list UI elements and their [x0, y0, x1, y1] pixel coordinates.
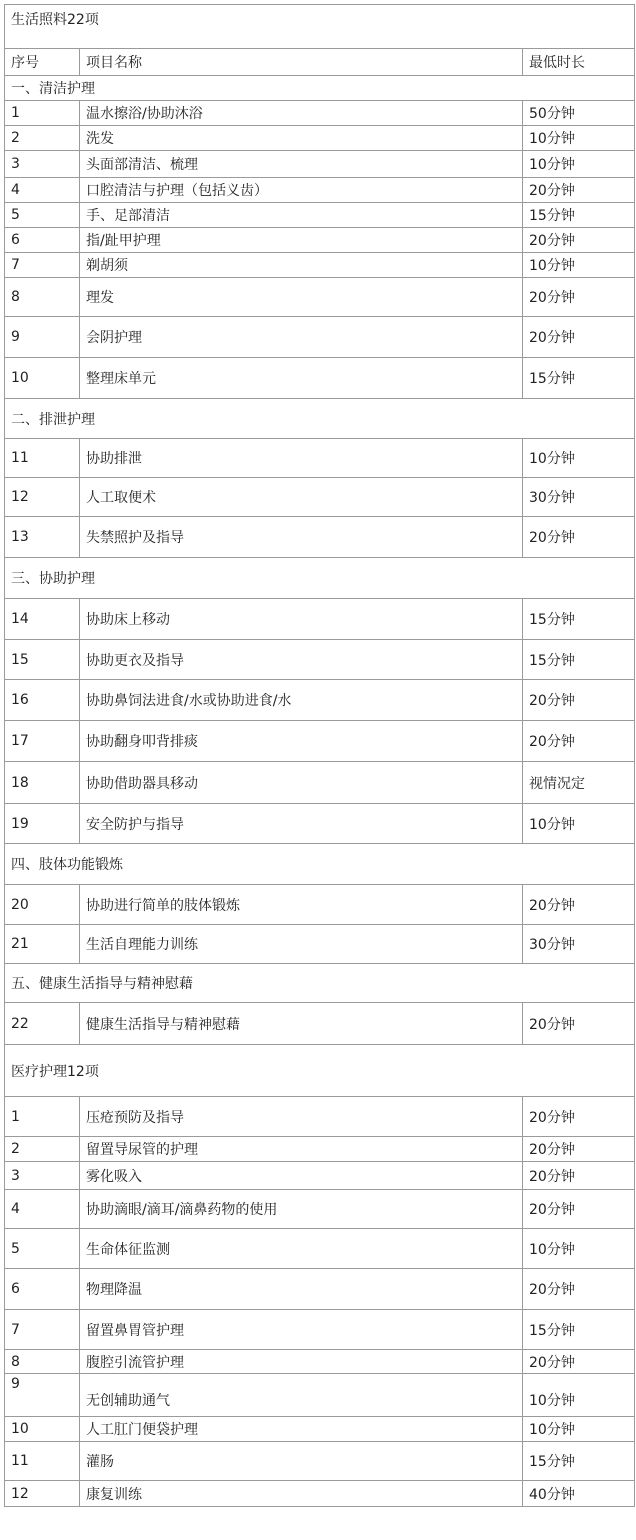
item-number: 7	[5, 1310, 80, 1350]
table-row	[5, 178, 635, 203]
table-row	[5, 101, 635, 126]
table-row	[5, 151, 635, 178]
table-row	[5, 1003, 635, 1045]
item-duration: 20分钟	[523, 680, 635, 721]
item-name: 整理床单元	[80, 358, 523, 399]
item-name: 灌肠	[80, 1442, 523, 1481]
item-duration: 30分钟	[523, 478, 635, 517]
item-duration: 20分钟	[523, 517, 635, 558]
item-number: 12	[5, 478, 80, 517]
item-name: 协助借助器具移动	[80, 762, 523, 804]
item-name: 物理降温	[80, 1269, 523, 1310]
table-row	[5, 317, 635, 358]
table-row	[5, 1374, 635, 1417]
group-header-row	[5, 76, 635, 101]
header-duration: 最低时长	[523, 49, 635, 76]
item-duration: 10分钟	[523, 1417, 635, 1442]
header-name: 项目名称	[80, 49, 523, 76]
item-name: 剃胡须	[80, 253, 523, 278]
item-number: 8	[5, 1350, 80, 1374]
item-number: 18	[5, 762, 80, 804]
item-number: 8	[5, 278, 80, 317]
item-duration: 20分钟	[523, 1137, 635, 1162]
item-name: 雾化吸入	[80, 1162, 523, 1190]
item-name: 协助滴眼/滴耳/滴鼻药物的使用	[80, 1190, 523, 1229]
group-header-row	[5, 558, 635, 599]
item-name: 无创辅助通气	[80, 1374, 523, 1417]
item-duration: 20分钟	[523, 1350, 635, 1374]
item-duration: 10分钟	[523, 151, 635, 178]
item-name: 协助翻身叩背排痰	[80, 721, 523, 762]
item-name: 会阴护理	[80, 317, 523, 358]
item-number: 16	[5, 680, 80, 721]
table-row	[5, 1442, 635, 1481]
item-number: 3	[5, 1162, 80, 1190]
table-row	[5, 478, 635, 517]
item-number: 1	[5, 1097, 80, 1137]
item-duration: 50分钟	[523, 101, 635, 126]
item-duration: 20分钟	[523, 885, 635, 925]
table-row	[5, 1269, 635, 1310]
item-number: 5	[5, 203, 80, 228]
table-row	[5, 1481, 635, 1507]
table-row	[5, 599, 635, 640]
section-title-row	[5, 5, 635, 49]
item-name: 协助鼻饲法进食/水或协助进食/水	[80, 680, 523, 721]
item-name: 协助床上移动	[80, 599, 523, 640]
table-row	[5, 1190, 635, 1229]
table-row	[5, 925, 635, 964]
header-number: 序号	[5, 49, 80, 76]
item-name: 生活自理能力训练	[80, 925, 523, 964]
item-number: 14	[5, 599, 80, 640]
item-number: 6	[5, 228, 80, 253]
table-row	[5, 439, 635, 478]
item-name: 失禁照护及指导	[80, 517, 523, 558]
table-row	[5, 228, 635, 253]
group-label: 五、健康生活指导与精神慰藉	[5, 964, 635, 1003]
item-number: 17	[5, 721, 80, 762]
item-name: 留置导尿管的护理	[80, 1137, 523, 1162]
table-row	[5, 253, 635, 278]
section-title-row	[5, 1045, 635, 1097]
table-body	[5, 5, 635, 1507]
item-name: 生命体征监测	[80, 1229, 523, 1269]
table-row	[5, 762, 635, 804]
item-duration: 20分钟	[523, 1269, 635, 1310]
item-name: 协助排泄	[80, 439, 523, 478]
item-number: 20	[5, 885, 80, 925]
item-duration: 20分钟	[523, 228, 635, 253]
group-label: 四、肢体功能锻炼	[5, 844, 635, 885]
item-duration: 15分钟	[523, 599, 635, 640]
group-label: 二、排泄护理	[5, 399, 635, 439]
group-header-row	[5, 964, 635, 1003]
table-row	[5, 358, 635, 399]
item-number: 7	[5, 253, 80, 278]
item-name: 头面部清洁、梳理	[80, 151, 523, 178]
item-duration: 10分钟	[523, 804, 635, 844]
item-duration: 10分钟	[523, 1374, 635, 1417]
table-row	[5, 680, 635, 721]
item-number: 22	[5, 1003, 80, 1045]
item-number: 9	[5, 1374, 80, 1417]
item-duration: 20分钟	[523, 317, 635, 358]
item-number: 4	[5, 1190, 80, 1229]
table-row	[5, 1137, 635, 1162]
table-row	[5, 1417, 635, 1442]
section-title: 医疗护理12项	[5, 1045, 635, 1097]
item-duration: 10分钟	[523, 1229, 635, 1269]
table-row	[5, 1229, 635, 1269]
item-duration: 视情况定	[523, 762, 635, 804]
item-name: 安全防护与指导	[80, 804, 523, 844]
item-duration: 15分钟	[523, 1442, 635, 1481]
item-number: 1	[5, 101, 80, 126]
item-duration: 15分钟	[523, 203, 635, 228]
item-number: 10	[5, 358, 80, 399]
table-row	[5, 278, 635, 317]
item-number: 12	[5, 1481, 80, 1507]
table-row	[5, 203, 635, 228]
item-duration: 20分钟	[523, 721, 635, 762]
item-duration: 10分钟	[523, 126, 635, 151]
item-duration: 20分钟	[523, 278, 635, 317]
item-name: 留置鼻胃管护理	[80, 1310, 523, 1350]
table-row	[5, 804, 635, 844]
item-number: 9	[5, 317, 80, 358]
item-duration: 20分钟	[523, 178, 635, 203]
item-duration: 20分钟	[523, 1097, 635, 1137]
item-name: 手、足部清洁	[80, 203, 523, 228]
section-title: 生活照料22项	[5, 5, 635, 49]
item-number: 2	[5, 126, 80, 151]
item-name: 口腔清洁与护理（包括义齿）	[80, 178, 523, 203]
item-name: 指/趾甲护理	[80, 228, 523, 253]
table-row	[5, 1097, 635, 1137]
item-duration: 15分钟	[523, 640, 635, 680]
item-number: 2	[5, 1137, 80, 1162]
item-number: 10	[5, 1417, 80, 1442]
item-duration: 15分钟	[523, 1310, 635, 1350]
item-number: 4	[5, 178, 80, 203]
item-number: 15	[5, 640, 80, 680]
table-row	[5, 126, 635, 151]
item-number: 11	[5, 1442, 80, 1481]
item-duration: 15分钟	[523, 358, 635, 399]
item-duration: 20分钟	[523, 1003, 635, 1045]
table-row	[5, 885, 635, 925]
item-number: 21	[5, 925, 80, 964]
item-number: 13	[5, 517, 80, 558]
column-header-row	[5, 49, 635, 76]
care-items-document	[4, 4, 634, 1507]
item-duration: 10分钟	[523, 439, 635, 478]
item-duration: 10分钟	[523, 253, 635, 278]
item-duration: 20分钟	[523, 1162, 635, 1190]
table-row	[5, 1310, 635, 1350]
item-name: 腹腔引流管护理	[80, 1350, 523, 1374]
item-number: 6	[5, 1269, 80, 1310]
item-duration: 40分钟	[523, 1481, 635, 1507]
item-name: 康复训练	[80, 1481, 523, 1507]
item-name: 人工肛门便袋护理	[80, 1417, 523, 1442]
group-label: 三、协助护理	[5, 558, 635, 599]
table-row	[5, 517, 635, 558]
table-row	[5, 721, 635, 762]
table-row	[5, 1162, 635, 1190]
item-name: 人工取便术	[80, 478, 523, 517]
item-number: 5	[5, 1229, 80, 1269]
group-label: 一、清洁护理	[5, 76, 635, 101]
care-items-table	[4, 4, 635, 1507]
item-name: 理发	[80, 278, 523, 317]
item-duration: 20分钟	[523, 1190, 635, 1229]
item-name: 协助进行简单的肢体锻炼	[80, 885, 523, 925]
item-name: 协助更衣及指导	[80, 640, 523, 680]
group-header-row	[5, 844, 635, 885]
item-name: 健康生活指导与精神慰藉	[80, 1003, 523, 1045]
item-number: 11	[5, 439, 80, 478]
table-row	[5, 640, 635, 680]
item-duration: 30分钟	[523, 925, 635, 964]
item-name: 压疮预防及指导	[80, 1097, 523, 1137]
item-name: 温水擦浴/协助沐浴	[80, 101, 523, 126]
group-header-row	[5, 399, 635, 439]
item-number: 19	[5, 804, 80, 844]
table-row	[5, 1350, 635, 1374]
item-name: 洗发	[80, 126, 523, 151]
item-number: 3	[5, 151, 80, 178]
